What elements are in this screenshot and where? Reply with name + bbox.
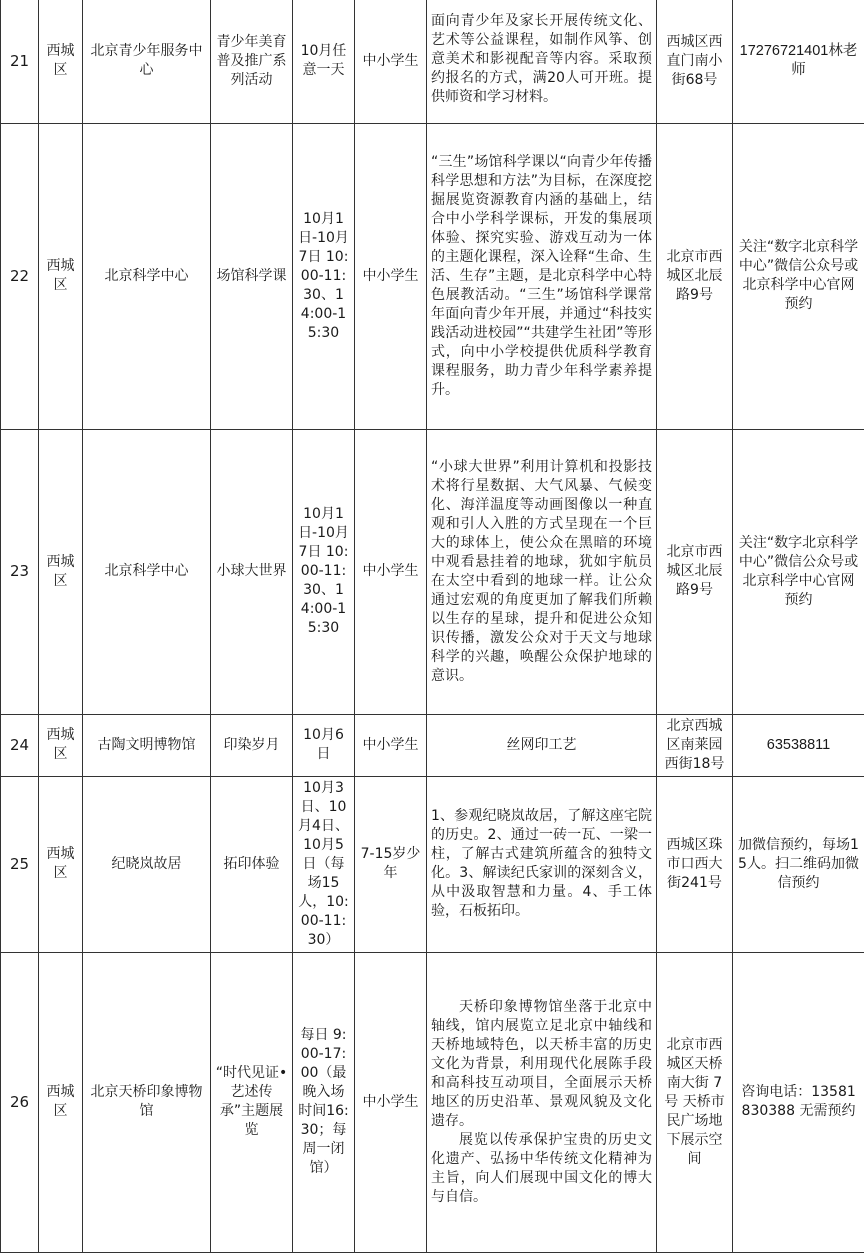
activity-cell: 小球大世界	[211, 429, 293, 714]
time-cell: 10月1日-10月7日 10:00-11:30、14:00-15:30	[293, 123, 355, 429]
description-cell	[427, 714, 657, 776]
table-row	[1, 952, 864, 1252]
contact-cell: 关注“数字北京科学中心”微信公众号或北京科学中心官网预约	[733, 429, 864, 714]
activity-cell: 场馆科学课	[211, 123, 293, 429]
row-number: 22	[1, 123, 39, 429]
time-cell: 每日 9:00-17:00（最晚入场时间16:30；每周一闭馆）	[293, 952, 355, 1252]
activity-cell: “时代见证•艺述传承”主题展览	[211, 952, 293, 1252]
description-cell	[427, 776, 657, 952]
district-cell: 西城区	[39, 123, 83, 429]
description-text: 丝网印工艺	[507, 737, 577, 753]
row-number: 23	[1, 429, 39, 714]
table-row	[1, 123, 864, 429]
venue-cell: 北京天桥印象博物馆	[83, 952, 211, 1252]
contact-cell: 关注“数字北京科学中心”微信公众号或北京科学中心官网预约	[733, 123, 864, 429]
venue-cell: 纪晓岚故居	[83, 776, 211, 952]
table-row	[1, 0, 864, 123]
row-number: 25	[1, 776, 39, 952]
venue-cell: 古陶文明博物馆	[83, 714, 211, 776]
description-text: 1、参观纪晓岚故居，了解这座宅院的历史。2、通过一砖一瓦、一梁一柱，了解古式建筑所蕴含的独特文化。3、解读纪氏家训的深刻含义，从中汲取智慧和力量。4、手工体验，石板拓印。	[431, 807, 652, 921]
time-cell: 10月1日-10月7日 10:00-11:30、14:00-15:30	[293, 429, 355, 714]
venue-cell: 北京科学中心	[83, 429, 211, 714]
audience-cell: 中小学生	[355, 0, 427, 123]
address-cell: 北京西城区南莱园西街18号	[657, 714, 733, 776]
district-cell: 西城区	[39, 952, 83, 1252]
audience-cell: 中小学生	[355, 714, 427, 776]
district-cell: 西城区	[39, 0, 83, 123]
contact-cell: 加微信预约，每场15人。扫二维码加微信预约	[733, 776, 864, 952]
audience-cell: 中小学生	[355, 429, 427, 714]
district-cell: 西城区	[39, 776, 83, 952]
address-cell: 西城区珠市口西大街241号	[657, 776, 733, 952]
description-cell	[427, 123, 657, 429]
contact-cell: 咨询电话：13581830388 无需预约	[733, 952, 864, 1252]
description-text: 面向青少年及家长开展传统文化、艺术等公益课程，如制作风筝、创意美术和影视配音等内容。采取预约报名的方式，满20人可开班。提供师资和学习材料。	[431, 12, 652, 107]
district-cell: 西城区	[39, 429, 83, 714]
activity-cell: 印染岁月	[211, 714, 293, 776]
address-cell: 北京市西城区天桥南大街 7号 天桥市民广场地下展示空间	[657, 952, 733, 1252]
table-row	[1, 429, 864, 714]
time-cell: 10月6日	[293, 714, 355, 776]
row-number: 21	[1, 0, 39, 123]
venue-cell: 北京青少年服务中心	[83, 0, 211, 123]
audience-cell: 中小学生	[355, 123, 427, 429]
row-number: 26	[1, 952, 39, 1252]
contact-cell: 63538811	[733, 714, 864, 776]
description-text: “小球大世界”利用计算机和投影技术将行星数据、大气风暴、气候变化、海洋温度等动画图像以一种直观和引人入胜的方式呈现在一个巨大的球体上，使公众在黑暗的环境中观看悬挂着的地球，犹如宇航员在太空中看到的地球一样。让公众通过宏观的角度更加了解我们所赖以生存的星球，提升和促进公众知识传播，激发公众对于天文与地球科学的兴趣，唤醒公众保护地球的意识。	[431, 458, 652, 686]
description-paragraph: 展览以传承保护宝贵的历史文化遗产、弘扬中华传统文化精神为主旨，向人们展现中国文化的博大与自信。	[431, 1131, 652, 1207]
activity-cell: 拓印体验	[211, 776, 293, 952]
activity-cell: 青少年美育普及推广系列活动	[211, 0, 293, 123]
row-number: 24	[1, 714, 39, 776]
district-cell: 西城区	[39, 714, 83, 776]
address-cell: 西城区西直门南小街68号	[657, 0, 733, 123]
address-cell: 北京市西城区北辰路9号	[657, 429, 733, 714]
table-row	[1, 776, 864, 952]
time-cell: 10月任意一天	[293, 0, 355, 123]
address-cell: 北京市西城区北辰路9号	[657, 123, 733, 429]
description-paragraph: 天桥印象博物馆坐落于北京中轴线，馆内展览立足北京中轴线和天桥地域特色，以天桥丰富的历史文化为背景，利用现代化展陈手段和高科技互动项目，全面展示天桥地区的历史沿革、景观风貌及文化遗存。	[431, 998, 652, 1131]
description-cell	[427, 952, 657, 1252]
contact-cell: 17276721401林老师	[733, 0, 864, 123]
audience-cell: 7-15岁少年	[355, 776, 427, 952]
audience-cell: 中小学生	[355, 952, 427, 1252]
description-text: “三生”场馆科学课以“向青少年传播科学思想和方法”为目标，在深度挖掘展览资源教育内涵的基础上，结合中小学科学课标，开发的集展项体验、探究实验、游戏互动为一体的主题化课程，深入诠释“生命、生活、生存”主题，是北京科学中心特色展教活动。“三生”场馆科学课常年面向青少年开展，并通过“科技实践活动进校园”“共建学生社团”等形式，向中小学校提供优质科学教育课程服务，助力青少年科学素养提升。	[431, 153, 652, 400]
description-cell	[427, 429, 657, 714]
table-row	[1, 714, 864, 776]
time-cell: 10月3日、10月4日、10月5日（每场15人，10:00-11:30）	[293, 776, 355, 952]
venue-cell: 北京科学中心	[83, 123, 211, 429]
description-cell	[427, 0, 657, 123]
